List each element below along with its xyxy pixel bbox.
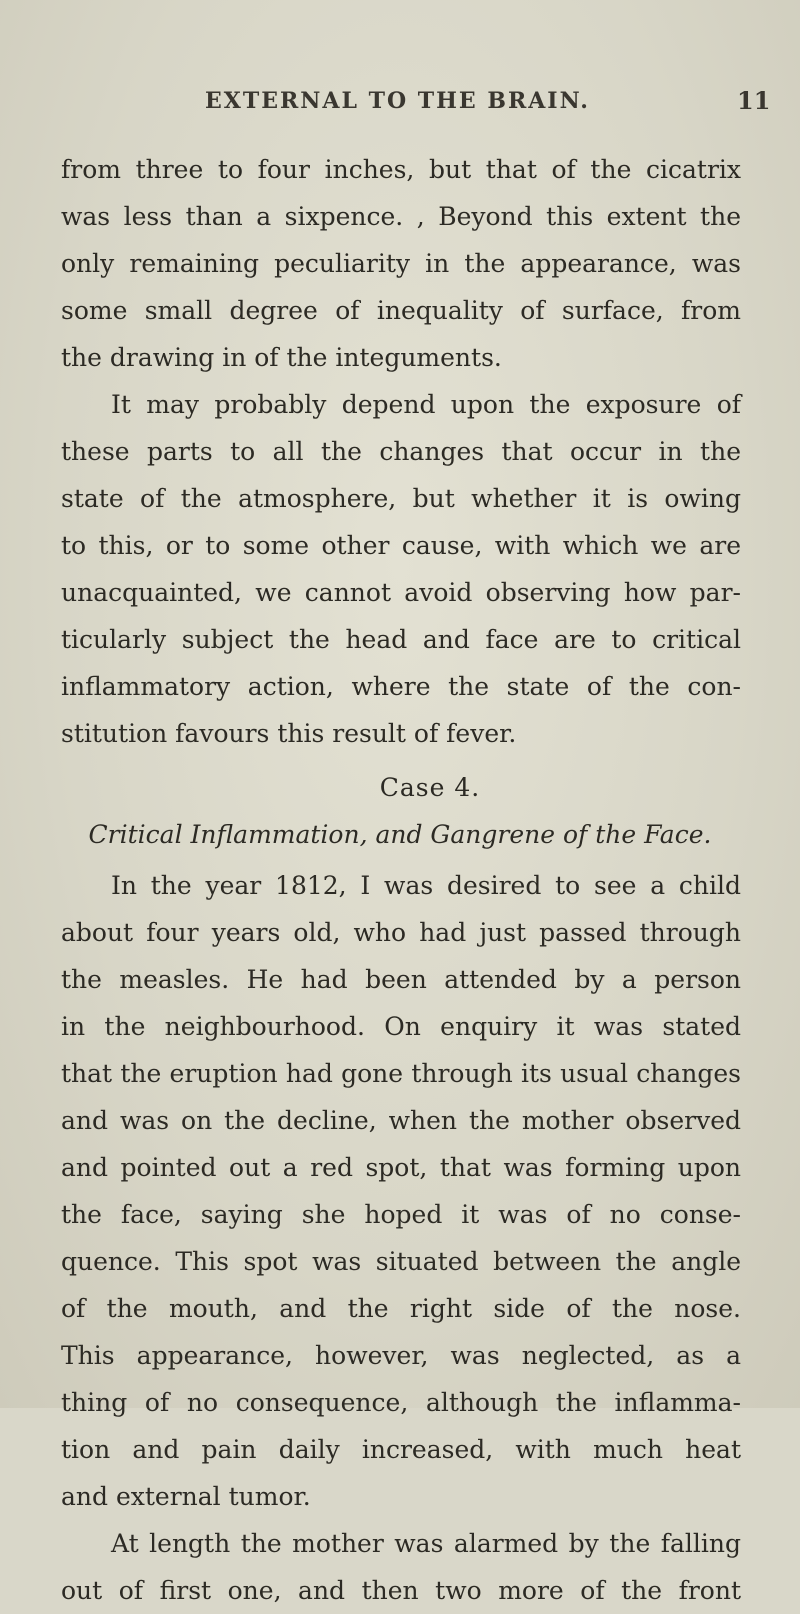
body-text-bottom	[61, 862, 741, 1614]
text-line: thing of no consequence, although the inflamma-	[61, 1388, 741, 1417]
text-line: inflammatory action, where the state of the con-	[61, 672, 741, 701]
text-line: unacquainted, we cannot avoid observing how par-	[61, 578, 741, 607]
text-line: in the neighbourhood. On enquiry it was stated	[61, 1012, 741, 1041]
text-line: some small degree of inequality of surface, from	[61, 296, 741, 325]
text-line: This appearance, however, was neglected, as a	[61, 1341, 741, 1370]
running-title: EXTERNAL TO THE BRAIN.	[205, 88, 590, 114]
text-line: quence. This spot was situated between the angle	[61, 1247, 741, 1276]
text-line: At length the mother was alarmed by the falling	[111, 1529, 741, 1558]
text-line: and external tumor.	[61, 1482, 311, 1511]
text-line: of the mouth, and the right side of the nose.	[61, 1294, 741, 1323]
text-line: from three to four inches, but that of the cicatrix	[61, 155, 741, 184]
text-line: the drawing in of the integuments.	[61, 343, 502, 372]
text-line: the face, saying she hoped it was of no conse-	[61, 1200, 741, 1229]
case-subheading: Critical Inflammation, and Gangrene of the Face.	[88, 820, 712, 849]
text-line: these parts to all the changes that occur in the	[61, 437, 741, 466]
text-line: In the year 1812, I was desired to see a child	[111, 871, 741, 900]
text-line: the measles. He had been attended by a person	[61, 965, 741, 994]
running-header	[0, 88, 800, 128]
body-text-top	[61, 146, 741, 757]
text-line: It may probably depend upon the exposure of	[111, 390, 741, 419]
text-line: and pointed out a red spot, that was forming upon	[61, 1153, 741, 1182]
case-heading: Case 4.	[379, 773, 481, 802]
text-line: and was on the decline, when the mother observed	[61, 1106, 741, 1135]
text-line: that the eruption had gone through its usual changes	[61, 1059, 741, 1088]
text-line: stitution favours this result of fever.	[61, 719, 517, 748]
text-line: to this, or to some other cause, with which we are	[61, 531, 741, 560]
text-line: only remaining peculiarity in the appearance, was	[61, 249, 741, 278]
text-line: state of the atmosphere, but whether it is owing	[61, 484, 741, 513]
text-line: was less than a sixpence. , Beyond this extent the	[61, 202, 741, 231]
text-line: about four years old, who had just passed through	[61, 918, 741, 947]
page-number: 11	[737, 86, 771, 115]
text-line: tion and pain daily increased, with much heat	[61, 1435, 741, 1464]
text-line: ticularly subject the head and face are to critical	[61, 625, 741, 654]
text-line: out of first one, and then two more of the front	[61, 1576, 741, 1605]
